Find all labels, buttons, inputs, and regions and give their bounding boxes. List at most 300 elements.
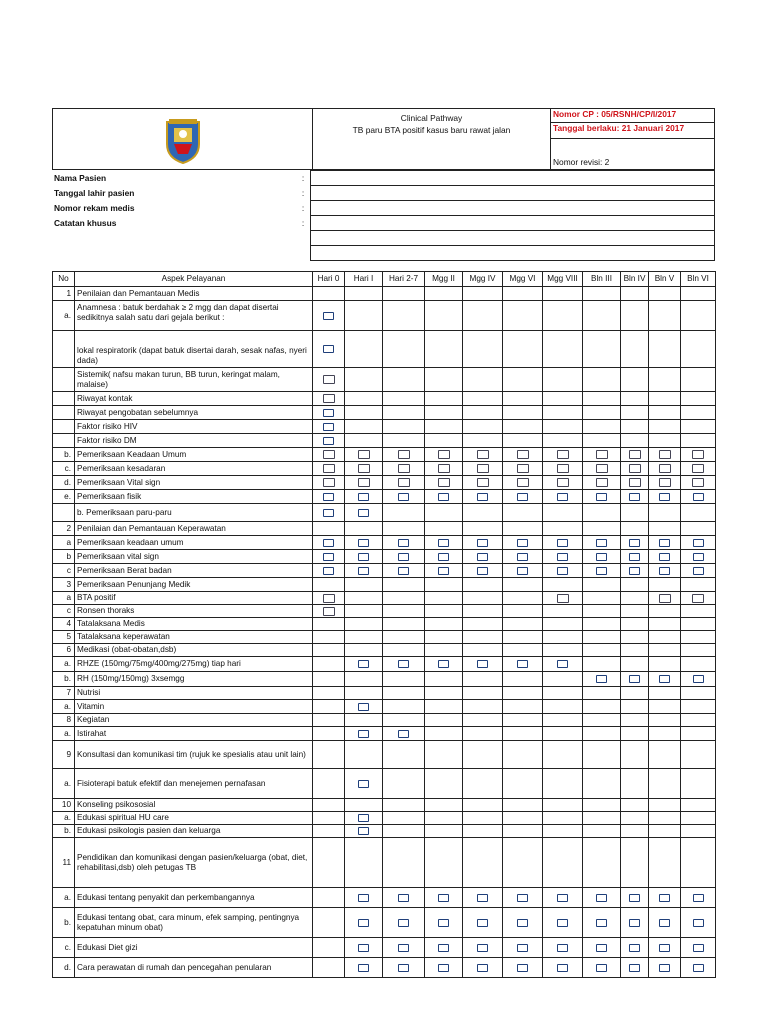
checkbox[interactable]: [398, 567, 409, 575]
time-cell: [383, 799, 425, 812]
checkbox[interactable]: [693, 567, 704, 575]
time-cell: [313, 657, 345, 672]
checkbox[interactable]: [517, 919, 528, 927]
time-cell: [649, 406, 681, 420]
time-cell: [543, 631, 583, 644]
checkbox[interactable]: [517, 478, 529, 487]
time-cell: [681, 727, 716, 741]
row-number: [53, 331, 75, 368]
checkbox[interactable]: [693, 894, 704, 902]
checkbox[interactable]: [438, 553, 449, 561]
time-cell: [425, 368, 463, 392]
logo-cell: [53, 109, 313, 170]
checkbox[interactable]: [629, 539, 640, 547]
time-cell: [543, 700, 583, 714]
time-cell: [681, 888, 716, 908]
checkbox[interactable]: [438, 539, 449, 547]
checkbox[interactable]: [358, 814, 369, 822]
time-cell: [345, 799, 383, 812]
checkbox[interactable]: [323, 437, 334, 445]
checkbox[interactable]: [398, 730, 409, 738]
checkbox[interactable]: [596, 539, 607, 547]
checkbox[interactable]: [517, 567, 528, 575]
time-cell: [345, 592, 383, 605]
checkbox[interactable]: [398, 478, 410, 487]
checkbox[interactable]: [629, 964, 640, 972]
checkbox[interactable]: [477, 919, 488, 927]
hospital-logo: [55, 114, 310, 164]
pathway-table: [52, 271, 716, 978]
checkbox[interactable]: [693, 675, 704, 683]
checkbox[interactable]: [438, 919, 449, 927]
checkbox[interactable]: [358, 919, 369, 927]
checkbox[interactable]: [398, 894, 409, 902]
checkbox[interactable]: [398, 944, 409, 952]
patient-info-value[interactable]: [311, 201, 715, 216]
checkbox[interactable]: [693, 919, 704, 927]
checkbox[interactable]: [438, 894, 449, 902]
checkbox[interactable]: [323, 345, 334, 353]
table-row: [53, 714, 716, 727]
time-cell: [383, 741, 425, 769]
time-cell: [621, 462, 649, 476]
time-cell: [345, 287, 383, 301]
time-cell: [345, 420, 383, 434]
time-cell: [383, 938, 425, 958]
time-cell: [503, 812, 543, 825]
row-number: 3: [53, 578, 75, 592]
checkbox[interactable]: [596, 464, 608, 473]
checkbox[interactable]: [517, 944, 528, 952]
checkbox[interactable]: [323, 423, 334, 431]
checkbox[interactable]: [438, 450, 450, 459]
checkbox[interactable]: [358, 894, 369, 902]
row-number: 10: [53, 799, 75, 812]
checkbox[interactable]: [557, 594, 569, 603]
time-cell: [425, 958, 463, 978]
checkbox[interactable]: [629, 675, 640, 683]
time-cell: [425, 672, 463, 687]
checkbox[interactable]: [358, 509, 369, 517]
checkbox[interactable]: [398, 539, 409, 547]
table-row: [53, 812, 716, 825]
checkbox[interactable]: [629, 919, 640, 927]
time-cell: [621, 838, 649, 888]
row-aspek: Istirahat: [75, 727, 313, 741]
time-cell: [425, 476, 463, 490]
table-row: [53, 504, 716, 522]
checkbox[interactable]: [323, 553, 334, 561]
checkbox[interactable]: [358, 827, 369, 835]
checkbox[interactable]: [358, 780, 369, 788]
checkbox[interactable]: [477, 567, 488, 575]
col-time: Hari 2-7: [383, 272, 425, 287]
time-cell: [503, 406, 543, 420]
time-cell: [425, 888, 463, 908]
checkbox[interactable]: [596, 944, 607, 952]
checkbox[interactable]: [557, 964, 568, 972]
row-aspek: Kegiatan: [75, 714, 313, 727]
checkbox[interactable]: [323, 509, 334, 517]
time-cell: [543, 799, 583, 812]
row-aspek: Sistemik( nafsu makan turun, BB turun, keringat malam, malaise): [75, 368, 313, 392]
row-number: b: [53, 550, 75, 564]
checkbox[interactable]: [557, 478, 569, 487]
checkbox[interactable]: [323, 478, 335, 487]
checkbox[interactable]: [693, 493, 704, 501]
time-cell: [383, 490, 425, 504]
time-cell: [383, 550, 425, 564]
time-cell: [463, 578, 503, 592]
time-cell: [383, 448, 425, 462]
time-cell: [503, 631, 543, 644]
checkbox[interactable]: [358, 964, 369, 972]
checkbox[interactable]: [358, 730, 369, 738]
checkbox[interactable]: [629, 553, 640, 561]
time-cell: [503, 420, 543, 434]
time-cell: [383, 368, 425, 392]
checkbox[interactable]: [693, 944, 704, 952]
table-row: [53, 420, 716, 434]
time-cell: [583, 769, 621, 799]
checkbox[interactable]: [659, 478, 671, 487]
time-cell: [463, 331, 503, 368]
checkbox[interactable]: [517, 493, 528, 501]
time-cell: [583, 550, 621, 564]
checkbox[interactable]: [517, 660, 528, 668]
checkbox[interactable]: [659, 594, 671, 603]
time-cell: [345, 958, 383, 978]
checkbox[interactable]: [477, 478, 489, 487]
time-cell: [425, 287, 463, 301]
checkbox[interactable]: [477, 450, 489, 459]
checkbox[interactable]: [517, 464, 529, 473]
time-cell: [681, 476, 716, 490]
checkbox[interactable]: [693, 553, 704, 561]
time-cell: [543, 448, 583, 462]
checkbox[interactable]: [358, 567, 369, 575]
time-cell: [463, 727, 503, 741]
time-cell: [503, 672, 543, 687]
checkbox[interactable]: [557, 944, 568, 952]
time-cell: [681, 618, 716, 631]
checkbox[interactable]: [692, 478, 704, 487]
checkbox[interactable]: [629, 894, 640, 902]
checkbox[interactable]: [659, 894, 670, 902]
checkbox[interactable]: [398, 553, 409, 561]
row-aspek: Nutrisi: [75, 687, 313, 700]
table-row: [53, 799, 716, 812]
checkbox[interactable]: [596, 894, 607, 902]
time-cell: [583, 392, 621, 406]
time-cell: [463, 700, 503, 714]
checkbox[interactable]: [358, 450, 370, 459]
checkbox[interactable]: [693, 539, 704, 547]
checkbox[interactable]: [438, 567, 449, 575]
time-cell: [313, 368, 345, 392]
time-cell: [425, 550, 463, 564]
checkbox[interactable]: [693, 964, 704, 972]
time-cell: [313, 687, 345, 700]
row-number: 11: [53, 838, 75, 888]
checkbox[interactable]: [323, 464, 335, 473]
time-cell: [583, 406, 621, 420]
time-cell: [463, 838, 503, 888]
time-cell: [503, 564, 543, 578]
table-row: [53, 605, 716, 618]
checkbox[interactable]: [557, 464, 569, 473]
checkbox[interactable]: [596, 567, 607, 575]
checkbox[interactable]: [659, 944, 670, 952]
checkbox[interactable]: [323, 450, 335, 459]
checkbox[interactable]: [477, 894, 488, 902]
time-cell: [583, 504, 621, 522]
checkbox[interactable]: [659, 964, 670, 972]
row-aspek: Penilaian dan Pemantauan Medis: [75, 287, 313, 301]
time-cell: [621, 536, 649, 550]
time-cell: [313, 550, 345, 564]
time-cell: [313, 938, 345, 958]
time-cell: [681, 958, 716, 978]
patient-info-row: [52, 246, 715, 261]
time-cell: [503, 462, 543, 476]
checkbox[interactable]: [398, 493, 409, 501]
checkbox[interactable]: [596, 919, 607, 927]
checkbox[interactable]: [659, 539, 670, 547]
checkbox[interactable]: [477, 553, 488, 561]
checkbox[interactable]: [358, 944, 369, 952]
row-aspek: Tatalaksana Medis: [75, 618, 313, 631]
time-cell: [503, 504, 543, 522]
time-cell: [621, 448, 649, 462]
time-cell: [583, 908, 621, 938]
time-cell: [503, 908, 543, 938]
patient-info-colon: :: [301, 173, 305, 183]
row-number: 2: [53, 522, 75, 536]
row-number: 5: [53, 631, 75, 644]
time-cell: [649, 958, 681, 978]
time-cell: [383, 536, 425, 550]
checkbox[interactable]: [596, 450, 608, 459]
col-time: Mgg IV: [463, 272, 503, 287]
checkbox[interactable]: [477, 539, 488, 547]
table-row: [53, 888, 716, 908]
row-number: b.: [53, 672, 75, 687]
checkbox[interactable]: [398, 464, 410, 473]
time-cell: [543, 958, 583, 978]
checkbox[interactable]: [659, 493, 670, 501]
time-cell: [503, 368, 543, 392]
checkbox[interactable]: [659, 675, 670, 683]
checkbox[interactable]: [358, 478, 370, 487]
checkbox[interactable]: [323, 539, 334, 547]
table-row: [53, 536, 716, 550]
patient-info-value[interactable]: [311, 231, 715, 246]
time-cell: [313, 812, 345, 825]
checkbox[interactable]: [517, 964, 528, 972]
checkbox[interactable]: [438, 478, 450, 487]
time-cell: [543, 578, 583, 592]
time-cell: [583, 741, 621, 769]
time-cell: [383, 462, 425, 476]
patient-info-value[interactable]: [311, 171, 715, 186]
checkbox[interactable]: [477, 660, 488, 668]
checkbox[interactable]: [557, 450, 569, 459]
checkbox[interactable]: [358, 660, 369, 668]
time-cell: [621, 657, 649, 672]
time-cell: [383, 287, 425, 301]
time-cell: [681, 631, 716, 644]
time-cell: [649, 799, 681, 812]
checkbox[interactable]: [517, 539, 528, 547]
row-number: c.: [53, 938, 75, 958]
time-cell: [383, 504, 425, 522]
checkbox[interactable]: [358, 539, 369, 547]
checkbox[interactable]: [323, 409, 334, 417]
checkbox[interactable]: [692, 594, 704, 603]
checkbox[interactable]: [629, 464, 641, 473]
time-cell: [383, 476, 425, 490]
checkbox[interactable]: [659, 919, 670, 927]
row-aspek: Pemeriksaan Berat badan: [75, 564, 313, 578]
time-cell: [463, 741, 503, 769]
row-aspek: Pemeriksaan kesadaran: [75, 462, 313, 476]
checkbox[interactable]: [438, 964, 449, 972]
checkbox[interactable]: [557, 553, 568, 561]
checkbox[interactable]: [323, 567, 334, 575]
table-row: [53, 741, 716, 769]
checkbox[interactable]: [477, 964, 488, 972]
checkbox[interactable]: [323, 594, 335, 603]
time-cell: [383, 331, 425, 368]
checkbox[interactable]: [438, 464, 450, 473]
checkbox[interactable]: [659, 567, 670, 575]
row-aspek: Pendidikan dan komunikasi dengan pasien/keluarga (obat, diet, rehabilitasi,dsb) oleh petugas TB: [75, 838, 313, 888]
time-cell: [681, 301, 716, 331]
time-cell: [463, 769, 503, 799]
checkbox[interactable]: [398, 964, 409, 972]
checkbox[interactable]: [659, 553, 670, 561]
checkbox[interactable]: [438, 493, 449, 501]
checkbox[interactable]: [557, 539, 568, 547]
checkbox[interactable]: [517, 553, 528, 561]
time-cell: [383, 605, 425, 618]
time-cell: [345, 741, 383, 769]
time-cell: [425, 938, 463, 958]
time-cell: [463, 564, 503, 578]
checkbox[interactable]: [438, 660, 449, 668]
time-cell: [425, 392, 463, 406]
checkbox[interactable]: [517, 450, 529, 459]
checkbox[interactable]: [358, 464, 370, 473]
checkbox[interactable]: [596, 478, 608, 487]
patient-info-value[interactable]: [311, 186, 715, 201]
checkbox[interactable]: [596, 675, 607, 683]
checkbox[interactable]: [323, 394, 335, 403]
time-cell: [681, 368, 716, 392]
time-cell: [345, 331, 383, 368]
time-cell: [503, 550, 543, 564]
checkbox[interactable]: [629, 450, 641, 459]
time-cell: [345, 605, 383, 618]
time-cell: [543, 331, 583, 368]
checkbox[interactable]: [659, 464, 671, 473]
checkbox[interactable]: [557, 493, 568, 501]
patient-info-label: Nomor rekam medis: [54, 203, 135, 213]
table-row: [53, 406, 716, 420]
checkbox[interactable]: [659, 450, 671, 459]
checkbox[interactable]: [398, 660, 409, 668]
checkbox[interactable]: [323, 312, 334, 320]
checkbox[interactable]: [629, 493, 640, 501]
time-cell: [621, 672, 649, 687]
time-cell: [345, 644, 383, 657]
patient-info: [52, 170, 715, 261]
checkbox[interactable]: [438, 944, 449, 952]
checkbox[interactable]: [596, 964, 607, 972]
patient-info-value[interactable]: [311, 216, 715, 231]
row-number: 1: [53, 287, 75, 301]
time-cell: [463, 687, 503, 700]
row-aspek: Edukasi tentang obat, cara minum, efek samping, pentingnya kepatuhan minum obat): [75, 908, 313, 938]
time-cell: [681, 605, 716, 618]
checkbox[interactable]: [323, 375, 335, 384]
time-cell: [463, 618, 503, 631]
time-cell: [383, 888, 425, 908]
row-number: b.: [53, 908, 75, 938]
time-cell: [583, 331, 621, 368]
row-aspek: Pemeriksaan keadaan umum: [75, 536, 313, 550]
checkbox[interactable]: [517, 894, 528, 902]
spacer-cell: [551, 139, 715, 158]
time-cell: [649, 908, 681, 938]
checkbox[interactable]: [477, 464, 489, 473]
table-row: [53, 644, 716, 657]
patient-info-value[interactable]: [311, 246, 715, 261]
checkbox[interactable]: [323, 493, 334, 501]
time-cell: [463, 406, 503, 420]
checkbox[interactable]: [477, 493, 488, 501]
checkbox[interactable]: [358, 493, 369, 501]
checkbox[interactable]: [692, 464, 704, 473]
checkbox[interactable]: [323, 607, 335, 616]
checkbox[interactable]: [692, 450, 704, 459]
checkbox[interactable]: [358, 553, 369, 561]
time-cell: [681, 331, 716, 368]
checkbox[interactable]: [596, 553, 607, 561]
checkbox[interactable]: [477, 944, 488, 952]
time-cell: [503, 958, 543, 978]
checkbox[interactable]: [557, 894, 568, 902]
checkbox[interactable]: [557, 567, 568, 575]
checkbox[interactable]: [629, 944, 640, 952]
checkbox[interactable]: [596, 493, 607, 501]
checkbox[interactable]: [398, 919, 409, 927]
time-cell: [649, 301, 681, 331]
checkbox[interactable]: [629, 478, 641, 487]
checkbox[interactable]: [398, 450, 410, 459]
checkbox[interactable]: [358, 703, 369, 711]
checkbox[interactable]: [557, 660, 568, 668]
time-cell: [503, 490, 543, 504]
title-line1: Clinical Pathway: [400, 113, 463, 123]
time-cell: [345, 812, 383, 825]
checkbox[interactable]: [629, 567, 640, 575]
time-cell: [681, 838, 716, 888]
time-cell: [383, 420, 425, 434]
time-cell: [583, 644, 621, 657]
checkbox[interactable]: [557, 919, 568, 927]
